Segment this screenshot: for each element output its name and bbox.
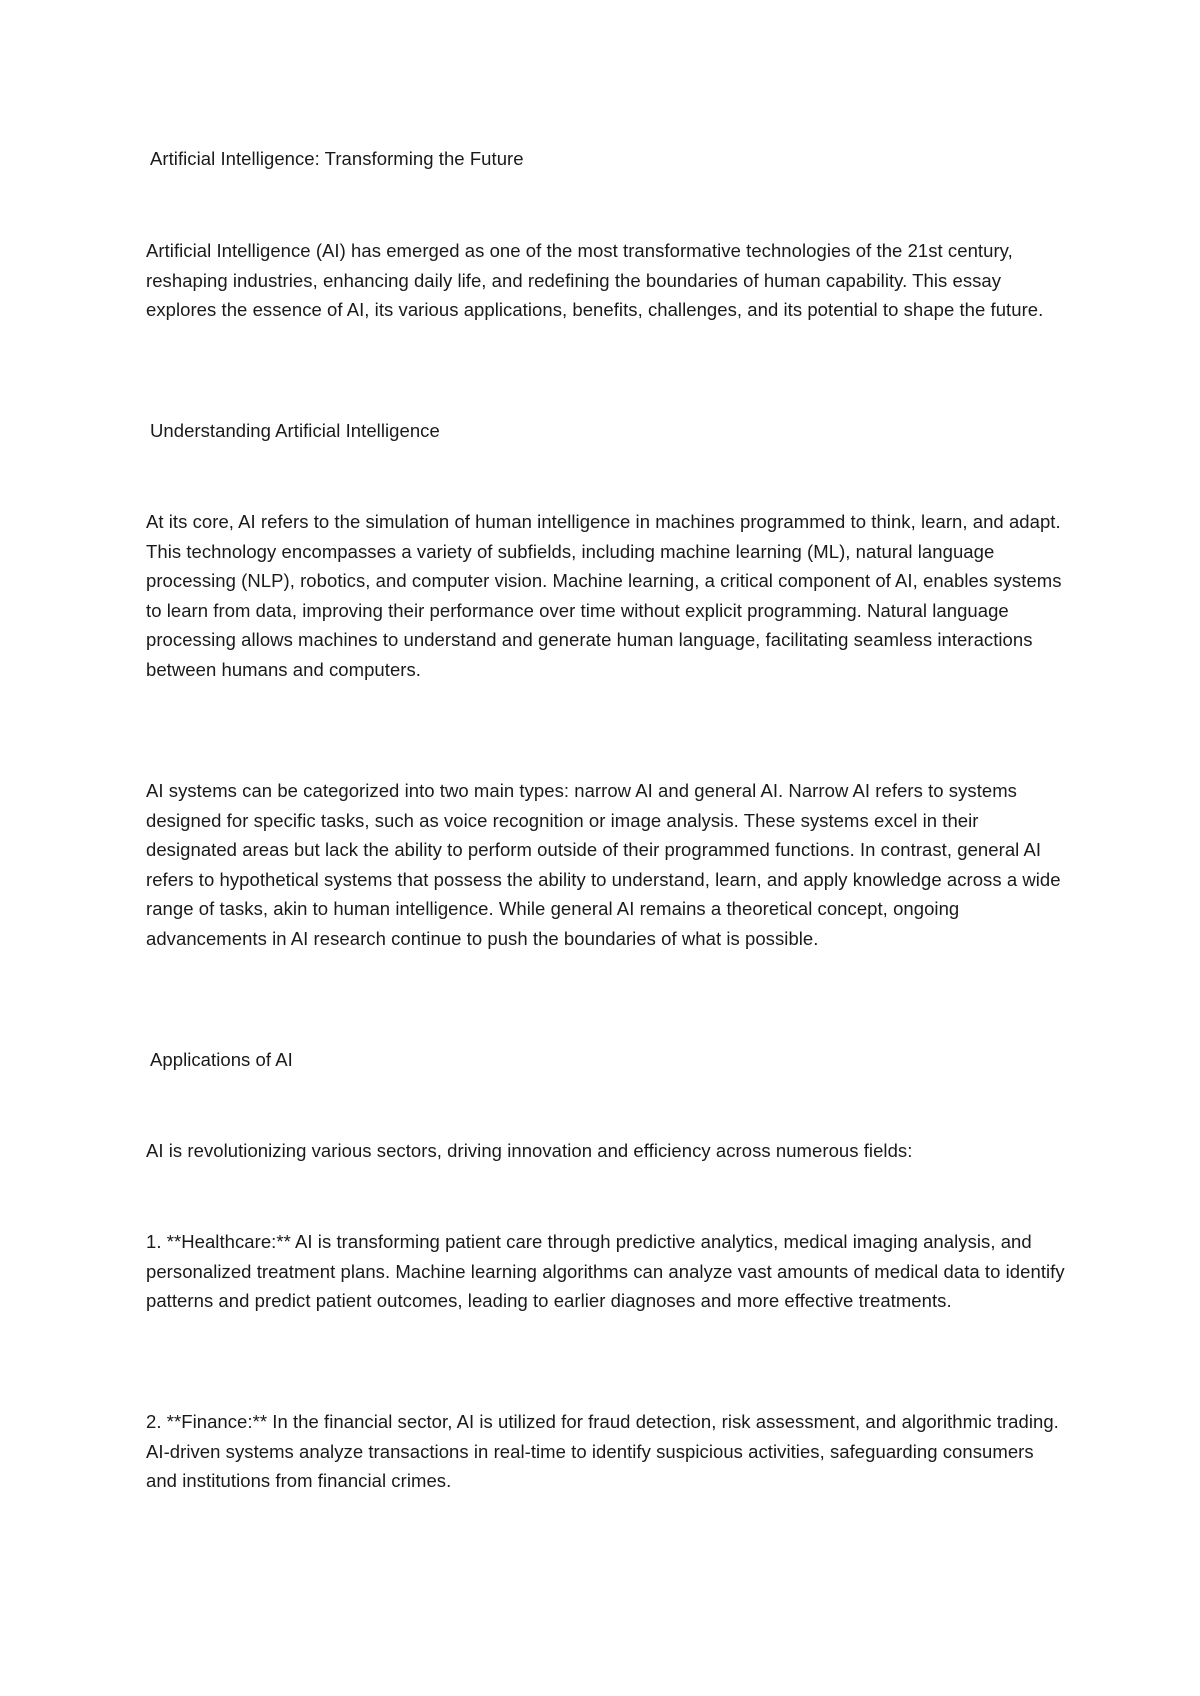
applications-item-healthcare: 1. **Healthcare:** AI is transforming patient care through predictive analytics, medical imaging analysis, and personalized treatment plans. Machine learning algorithms can analyze vast amounts of medical data to identify patterns and predict patient outcomes, leading to earlier diagnoses and more effective treatments. [146, 1231, 1065, 1312]
intro-paragraph: Artificial Intelligence (AI) has emerged as one of the most transformative technologies of the 21st century, reshaping industries, enhancing daily life, and redefining the boundaries of human capability. This essay explores the essence of AI, its various applications, benefits, challenges, and its potential to shape the future. [146, 240, 1044, 321]
section-heading-applications: Applications of AI [150, 1049, 293, 1070]
understanding-paragraph-core: At its core, AI refers to the simulation of human intelligence in machines programmed to think, learn, and adapt. This technology encompasses a variety of subfields, including machine learning (ML), natural language processing (NLP), robotics, and computer vision. Machine learning, a critical component of AI, enables systems to learn from data, improving their performance over time without explicit programming. Natural language processing allows machines to understand and generate human language, facilitating seamless interactions between humans and computers. [146, 511, 1062, 680]
applications-item-finance: 2. **Finance:** In the financial sector, AI is utilized for fraud detection, risk assessment, and algorithmic trading. AI-driven systems analyze transactions in real-time to identify suspicious activities, safeguarding consumers and institutions from financial crimes. [146, 1411, 1059, 1492]
understanding-paragraph-types: AI systems can be categorized into two main types: narrow AI and general AI. Narrow AI refers to systems designed for specific tasks, such as voice recognition or image analysis. These systems excel in their designated areas but lack the ability to perform outside of their programmed functions. In contrast, general AI refers to hypothetical systems that possess the ability to understand, learn, and apply knowledge across a wide range of tasks, akin to human intelligence. While general AI remains a theoretical concept, ongoing advancements in AI research continue to push the boundaries of what is possible. [146, 780, 1061, 949]
applications-intro-paragraph: AI is revolutionizing various sectors, driving innovation and efficiency across numerous fields: [146, 1140, 913, 1161]
document-title: Artificial Intelligence: Transforming the Future [150, 148, 524, 169]
section-heading-understanding: Understanding Artificial Intelligence [150, 420, 440, 441]
